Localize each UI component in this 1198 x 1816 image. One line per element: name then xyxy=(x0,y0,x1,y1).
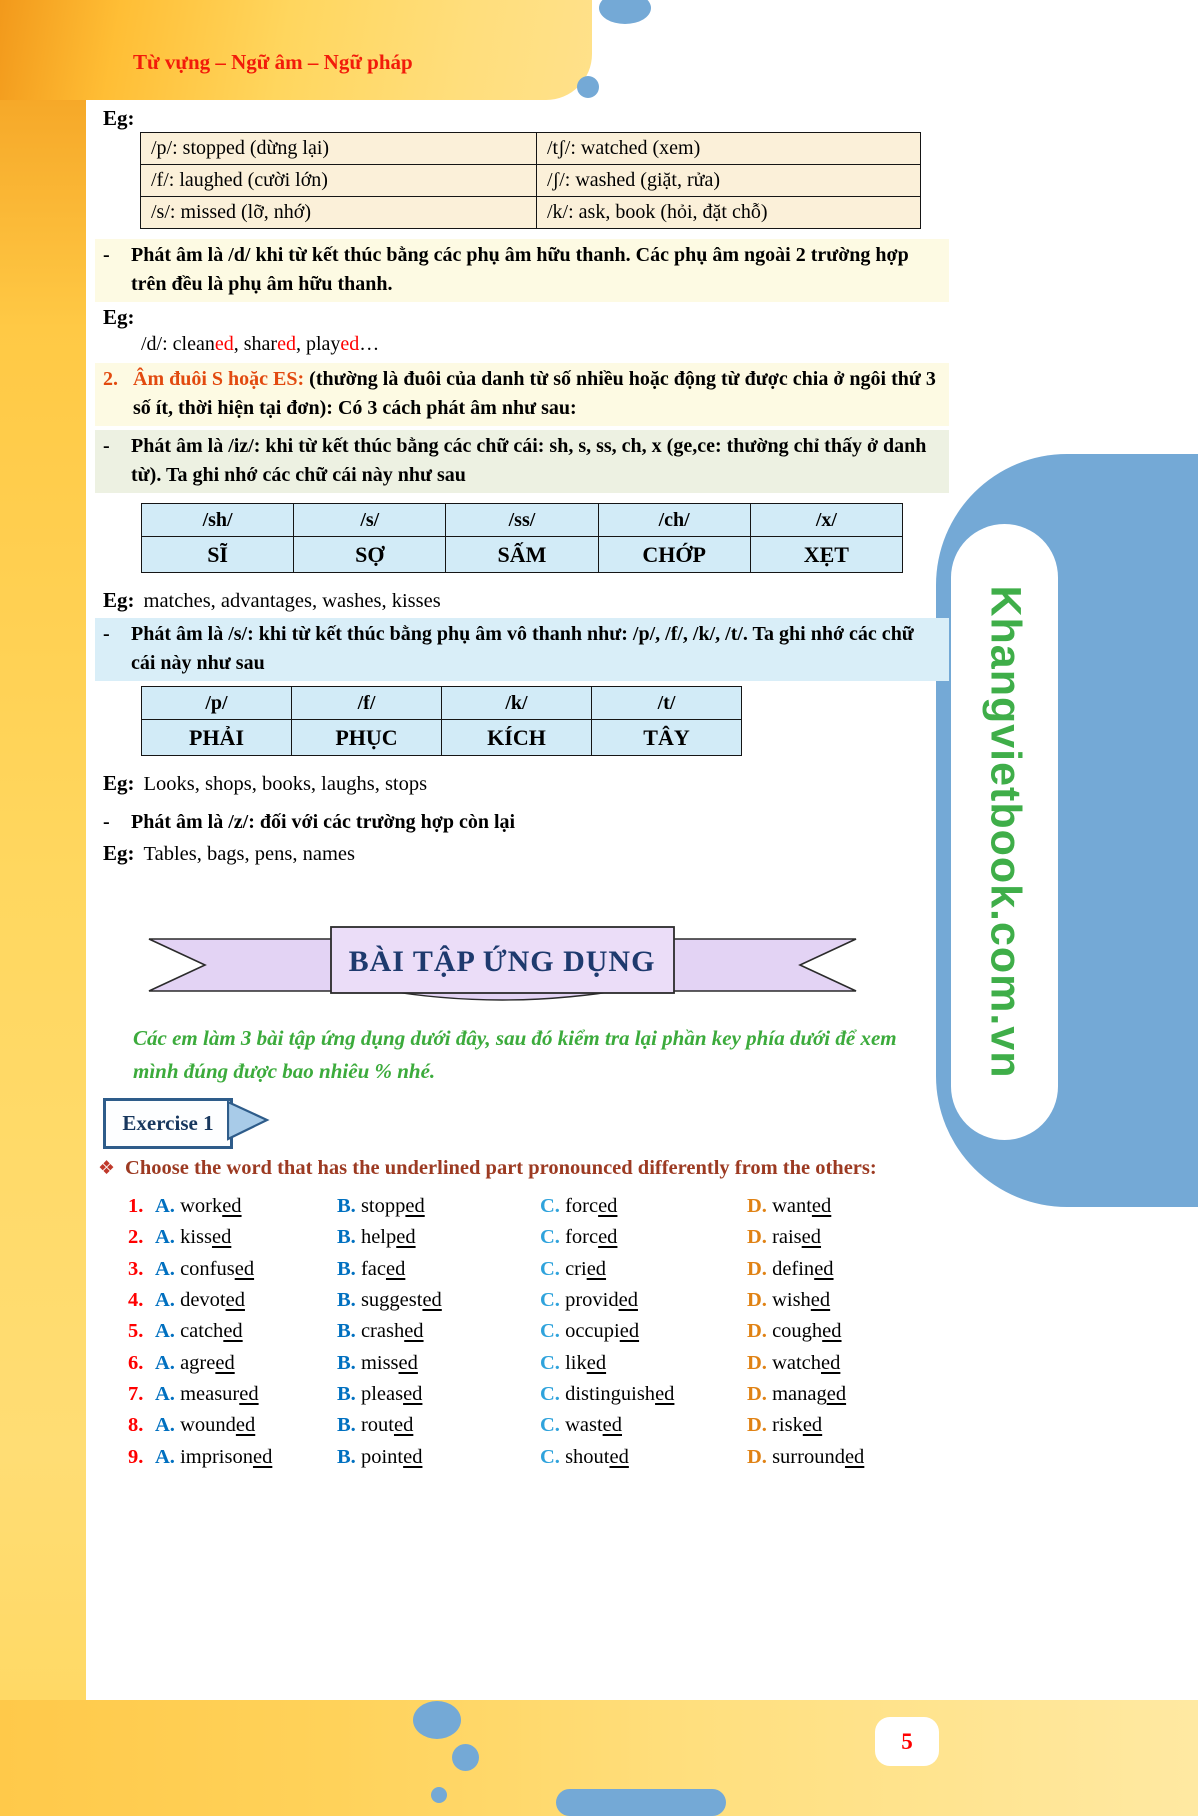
answer-option xyxy=(540,1383,747,1406)
answer-option xyxy=(155,1258,337,1281)
text-run: … xyxy=(359,333,380,355)
option-word: cried xyxy=(565,1257,607,1280)
instruction-text: Choose the word that has the underlined part pronounced differently from the others: xyxy=(125,1157,877,1179)
answer-option xyxy=(747,1289,948,1312)
answer-option xyxy=(540,1289,747,1312)
table-cell: /tʃ/: watched (xem) xyxy=(537,133,921,165)
option-letter: C. xyxy=(540,1226,560,1249)
option-word: managed xyxy=(772,1382,847,1405)
section-number: 2. xyxy=(103,368,118,390)
option-word: worked xyxy=(180,1195,242,1218)
option-letter: C. xyxy=(540,1195,560,1218)
option-letter: C. xyxy=(540,1289,560,1312)
answer-option xyxy=(540,1320,747,1343)
exercise-banner-ribbon xyxy=(145,923,860,1007)
table-cell: CHỚP xyxy=(598,537,750,573)
section-2-heading xyxy=(95,363,949,426)
decor-circle-bottom-small xyxy=(431,1787,447,1803)
answer-option xyxy=(155,1446,337,1469)
exercise-1-box: Exercise 1 xyxy=(103,1098,233,1149)
table-cell: /k/ xyxy=(442,687,592,720)
table-cell: /p/: stopped (dừng lại) xyxy=(141,133,537,165)
answer-option xyxy=(155,1352,337,1375)
decor-circle-bottom-large xyxy=(413,1701,461,1739)
table-cell: SỢ xyxy=(294,537,446,573)
example-label-3: Eg: xyxy=(103,588,135,612)
option-word: crashed xyxy=(360,1320,424,1343)
option-word: provided xyxy=(565,1289,638,1312)
answer-option xyxy=(540,1352,747,1375)
text-run: ed xyxy=(214,333,234,355)
option-word: suggested xyxy=(360,1289,442,1312)
question-row xyxy=(128,1191,948,1222)
option-word: imprisoned xyxy=(180,1445,273,1468)
table-cell: PHẢI xyxy=(142,720,292,756)
option-letter: D. xyxy=(747,1226,767,1249)
question-row xyxy=(128,1441,948,1472)
option-word: pointed xyxy=(360,1445,423,1468)
option-word: missed xyxy=(360,1351,418,1374)
option-word: liked xyxy=(565,1351,607,1374)
page-number-box xyxy=(875,1717,939,1766)
table-cell: TÂY xyxy=(592,720,742,756)
rule-iz xyxy=(95,430,949,493)
example-words: matches, advantages, washes, kisses xyxy=(143,590,441,612)
table-cell: /sh/ xyxy=(142,504,294,537)
question-row xyxy=(128,1379,948,1410)
option-letter: D. xyxy=(747,1382,767,1405)
option-letter: B. xyxy=(337,1351,356,1374)
option-letter: B. xyxy=(337,1445,356,1468)
answer-option xyxy=(337,1226,540,1249)
answer-option xyxy=(540,1226,747,1249)
ipa-ed-example-table xyxy=(140,132,921,229)
answer-option xyxy=(540,1414,747,1437)
rule-text: Phát âm là /d/ khi từ kết thúc bằng các phụ âm hữu thanh. Các phụ âm ngoài 2 trường hợp trên đều là phụ âm hữu thanh. xyxy=(131,244,909,295)
option-letter: A. xyxy=(155,1351,175,1374)
answer-option xyxy=(155,1195,337,1218)
option-letter: C. xyxy=(540,1320,560,1343)
option-letter: D. xyxy=(747,1414,767,1437)
example-z xyxy=(103,841,355,866)
bullet-dash: - xyxy=(103,435,110,457)
intro-paragraph: Các em làm 3 bài tập ứng dụng dưới đây, sau đó kiểm tra lại phần key phía dưới để xem mình đúng được bao nhiêu % nhé. xyxy=(133,1026,897,1083)
option-letter: B. xyxy=(337,1257,356,1280)
table-row xyxy=(142,537,903,573)
option-word: occupied xyxy=(565,1320,640,1343)
option-word: helped xyxy=(360,1226,416,1249)
bullet-dash: - xyxy=(103,811,110,833)
answer-option xyxy=(747,1414,948,1437)
example-label-5: Eg: xyxy=(103,841,135,865)
table-cell: KÍCH xyxy=(442,720,592,756)
section-text xyxy=(133,365,943,423)
answer-option xyxy=(747,1226,948,1249)
option-word: confused xyxy=(180,1257,255,1280)
option-letter: A. xyxy=(155,1195,175,1218)
text-run: ed xyxy=(340,333,360,355)
decor-circle-top-small xyxy=(577,76,599,98)
question-row xyxy=(128,1347,948,1378)
answer-option xyxy=(337,1195,540,1218)
answer-option xyxy=(155,1226,337,1249)
table-row xyxy=(141,133,921,165)
option-word: wounded xyxy=(180,1414,256,1437)
answer-option xyxy=(155,1320,337,1343)
option-letter: A. xyxy=(155,1289,175,1312)
table-row xyxy=(141,197,921,229)
option-letter: B. xyxy=(337,1226,356,1249)
banner-title: BÀI TẬP ỨNG DỤNG xyxy=(348,945,656,978)
table-cell: /ch/ xyxy=(598,504,750,537)
answer-option xyxy=(337,1383,540,1406)
option-letter: B. xyxy=(337,1320,356,1343)
page-header: Từ vựng – Ngữ âm – Ngữ pháp xyxy=(133,50,413,74)
instruction-line xyxy=(98,1157,958,1180)
option-letter: A. xyxy=(155,1414,175,1437)
question-number: 9. xyxy=(128,1445,144,1468)
question-list xyxy=(128,1191,948,1473)
option-letter: A. xyxy=(155,1320,175,1343)
option-letter: D. xyxy=(747,1351,767,1374)
option-letter: A. xyxy=(155,1445,175,1468)
option-word: pleased xyxy=(360,1382,423,1405)
answer-option xyxy=(337,1258,540,1281)
table-cell: /ʃ/: washed (giặt, rửa) xyxy=(537,165,921,197)
diamond-bullet-icon: ❖ xyxy=(98,1157,116,1179)
example-words: Tables, bags, pens, names xyxy=(143,843,355,865)
iz-tbody xyxy=(142,504,903,573)
s-tbody xyxy=(142,687,742,756)
example-label-1: Eg: xyxy=(103,106,135,130)
section-rest: (thường là đuôi của danh từ số nhiều hoặc động từ được chia ở ngôi thứ 3 số ít, thời hiện tại đơn): Có 3 cách phát âm như sau: xyxy=(133,368,936,419)
text-run: /d/: clean xyxy=(141,333,215,355)
decor-circle-top-large xyxy=(599,0,651,24)
question-number: 5. xyxy=(128,1320,144,1343)
table-cell: PHỤC xyxy=(292,720,442,756)
table-cell: /s/: missed (lỡ, nhớ) xyxy=(141,197,537,229)
option-word: wished xyxy=(772,1289,831,1312)
table-cell: /k/: ask, book (hỏi, đặt chỗ) xyxy=(537,197,921,229)
option-word: routed xyxy=(360,1414,414,1437)
answer-option xyxy=(747,1383,948,1406)
rule-voiced-d xyxy=(95,239,949,302)
section-title: Âm đuôi S hoặc ES: xyxy=(133,368,305,390)
option-letter: C. xyxy=(540,1414,560,1437)
example-ed-words xyxy=(141,333,379,356)
table-row xyxy=(142,720,742,756)
option-letter: A. xyxy=(155,1226,175,1249)
s-letters-table xyxy=(141,686,742,756)
question-number: 6. xyxy=(128,1351,144,1374)
question-number: 8. xyxy=(128,1414,144,1437)
answer-option xyxy=(540,1258,747,1281)
rule-text: Phát âm là /s/: khi từ kết thúc bằng phụ âm vô thanh như: /p/, /f/, /k/, /t/. Ta ghi nhớ các chữ cái này như sau xyxy=(131,623,914,674)
rule-text: Phát âm là /z/: đối với các trường hợp còn lại xyxy=(131,811,516,833)
option-word: wasted xyxy=(565,1414,622,1437)
answer-option xyxy=(155,1383,337,1406)
option-word: forced xyxy=(565,1195,618,1218)
answer-option xyxy=(747,1446,948,1469)
question-row xyxy=(128,1254,948,1285)
table-row xyxy=(142,504,903,537)
table-row xyxy=(142,687,742,720)
answer-option xyxy=(337,1414,540,1437)
option-letter: B. xyxy=(337,1289,356,1312)
left-border-decoration xyxy=(0,0,86,1816)
option-letter: C. xyxy=(540,1382,560,1405)
decor-bar-bottom xyxy=(556,1789,726,1816)
option-letter: D. xyxy=(747,1257,767,1280)
answer-option xyxy=(155,1289,337,1312)
table-row xyxy=(141,165,921,197)
question-number: 2. xyxy=(128,1226,144,1249)
rule-s xyxy=(95,618,949,681)
option-letter: C. xyxy=(540,1257,560,1280)
option-letter: C. xyxy=(540,1351,560,1374)
option-word: catched xyxy=(180,1320,243,1343)
answer-option xyxy=(337,1446,540,1469)
option-letter: A. xyxy=(155,1257,175,1280)
question-number: 4. xyxy=(128,1289,144,1312)
option-word: coughed xyxy=(772,1320,842,1343)
option-word: forced xyxy=(565,1226,618,1249)
question-row xyxy=(128,1285,948,1316)
example-iz xyxy=(103,588,441,613)
option-letter: C. xyxy=(540,1445,560,1468)
decor-circle-bottom-medium xyxy=(452,1744,479,1771)
option-word: wanted xyxy=(772,1195,832,1218)
option-word: agreed xyxy=(180,1351,235,1374)
option-letter: B. xyxy=(337,1414,356,1437)
option-letter: D. xyxy=(747,1320,767,1343)
table-cell: /x/ xyxy=(750,504,902,537)
option-word: surrounded xyxy=(772,1445,865,1468)
table-cell: /s/ xyxy=(294,504,446,537)
rule-text: Phát âm là /iz/: khi từ kết thúc bằng các chữ cái: sh, s, ss, ch, x (ge,ce: thường chỉ thấy ở danh từ). Ta ghi nhớ các chữ cái này như sau xyxy=(131,435,927,486)
answer-option xyxy=(747,1320,948,1343)
answer-option xyxy=(337,1352,540,1375)
table-cell: SẤM xyxy=(446,537,598,573)
option-letter: D. xyxy=(747,1195,767,1218)
table-cell: /t/ xyxy=(592,687,742,720)
option-word: defined xyxy=(772,1257,834,1280)
table-cell: /f/ xyxy=(292,687,442,720)
option-word: shouted xyxy=(565,1445,629,1468)
text-run: , shar xyxy=(233,333,278,355)
table-cell: SĨ xyxy=(142,537,294,573)
option-word: kissed xyxy=(180,1226,232,1249)
table-cell: /f/: laughed (cười lớn) xyxy=(141,165,537,197)
question-number: 3. xyxy=(128,1257,144,1280)
question-number: 7. xyxy=(128,1382,144,1405)
ipa-ed-tbody xyxy=(141,133,921,229)
answer-option xyxy=(540,1446,747,1469)
answer-option xyxy=(747,1258,948,1281)
ribbon-right-wing xyxy=(655,939,856,991)
example-label-2: Eg: xyxy=(103,305,135,329)
watermark-text: Khangvietbook.com.vn xyxy=(981,585,1029,1079)
answer-option xyxy=(337,1289,540,1312)
option-letter: A. xyxy=(155,1382,175,1405)
question-number: 1. xyxy=(128,1195,144,1218)
option-word: raised xyxy=(772,1226,822,1249)
option-word: risked xyxy=(772,1414,823,1437)
option-word: distinguished xyxy=(565,1382,675,1405)
answer-option xyxy=(747,1195,948,1218)
option-letter: D. xyxy=(747,1289,767,1312)
bullet-dash: - xyxy=(103,623,110,645)
watermark-box xyxy=(951,524,1058,1140)
example-label-4: Eg: xyxy=(103,771,135,795)
option-word: watched xyxy=(772,1351,841,1374)
answer-option xyxy=(337,1320,540,1343)
question-row xyxy=(128,1410,948,1441)
option-letter: B. xyxy=(337,1195,356,1218)
text-run: , play xyxy=(295,333,341,355)
option-word: stopped xyxy=(360,1195,425,1218)
example-words: Looks, shops, books, laughs, stops xyxy=(143,773,428,795)
page-number: 5 xyxy=(901,1728,913,1754)
option-word: faced xyxy=(360,1257,406,1280)
question-row xyxy=(128,1316,948,1347)
iz-letters-table xyxy=(141,503,903,573)
bullet-dash: - xyxy=(103,244,110,266)
example-s xyxy=(103,771,427,796)
table-cell: /ss/ xyxy=(446,504,598,537)
option-letter: B. xyxy=(337,1382,356,1405)
text-run: ed xyxy=(277,333,296,355)
answer-option xyxy=(155,1414,337,1437)
option-word: measured xyxy=(180,1382,259,1405)
question-row xyxy=(128,1222,948,1253)
table-cell: XẸT xyxy=(750,537,902,573)
ribbon-left-wing xyxy=(149,939,350,991)
option-letter: D. xyxy=(747,1445,767,1468)
option-word: devoted xyxy=(180,1289,245,1312)
rule-z xyxy=(95,806,949,840)
answer-option xyxy=(747,1352,948,1375)
table-cell: /p/ xyxy=(142,687,292,720)
answer-option xyxy=(540,1195,747,1218)
exercise-pennant-icon xyxy=(227,1097,271,1145)
